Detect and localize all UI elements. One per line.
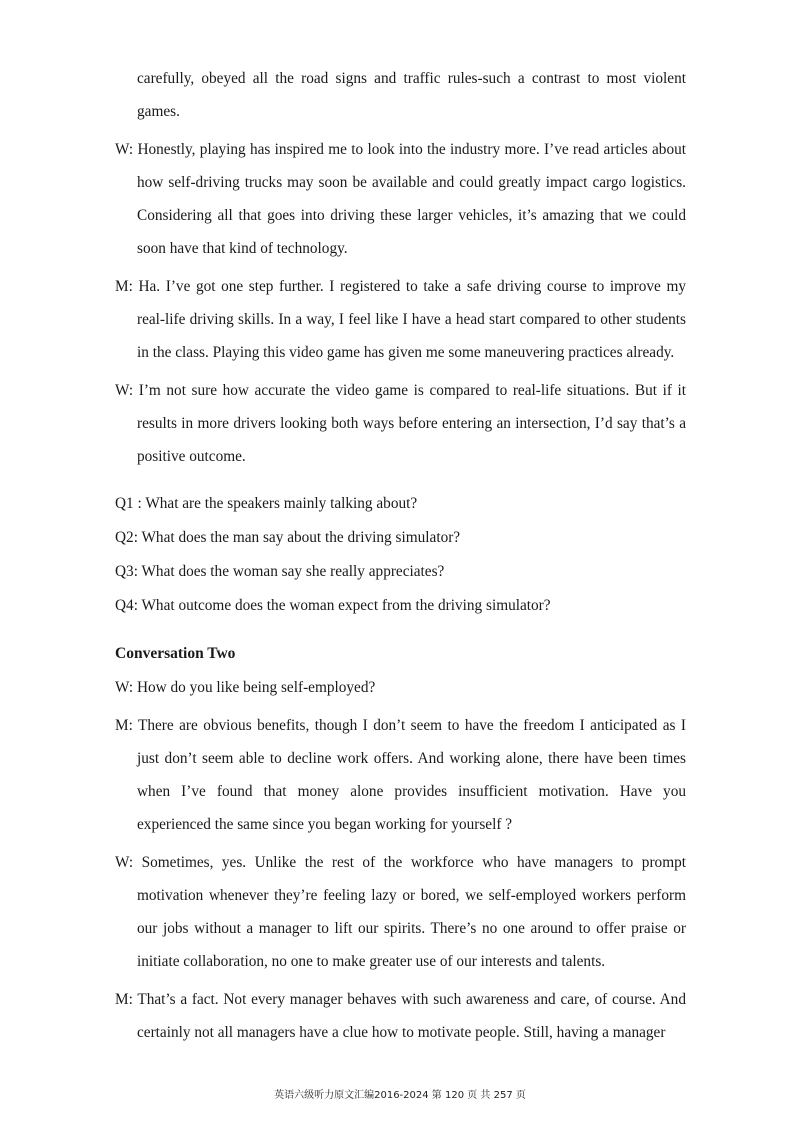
page-footer: 英语六级听力原文汇编2016-2024 第 120 页 共 257 页 bbox=[274, 1090, 526, 1101]
continuation-paragraph: carefully, obeyed all the road signs and traffic rules-such a contrast to most violent games. bbox=[137, 70, 686, 120]
dialogue-line-m3 bbox=[115, 983, 686, 1049]
question-1: Q1 : What are the speakers mainly talking about? bbox=[115, 495, 418, 512]
question-2: Q2: What does the man say about the driving simulator? bbox=[115, 529, 461, 546]
dialogue-text: How do you like being self-employed? bbox=[136, 679, 376, 696]
dialogue-text: Honestly, playing has inspired me to look into the industry more. I’ve read articles about how self-driving trucks may soon be available and could greatly impact cargo logistics. Considering all that goes into driving these larger vehicles, it’s amazing that we could soon have that kind of technology. bbox=[137, 141, 687, 257]
page-content bbox=[115, 62, 686, 1049]
dialogue-line-m2 bbox=[115, 709, 686, 841]
speaker-label: W: bbox=[115, 382, 134, 399]
dialogue-line-w2 bbox=[115, 374, 686, 473]
speaker-label: W: bbox=[115, 141, 134, 158]
dialogue-text: I’m not sure how accurate the video game is compared to real-life situations. But if it results in more drivers looking both ways before entering an intersection, I’d say that’s a positive outcome. bbox=[137, 382, 686, 465]
dialogue-text: Ha. I’ve got one step further. I registered to take a safe driving course to improve my real-life driving skills. In a way, I feel like I have a head start compared to other students in the class. Playing this video game has given me some maneuvering practices already. bbox=[137, 278, 686, 361]
speaker-label: M: bbox=[115, 278, 133, 295]
dialogue-line-m1 bbox=[115, 270, 686, 369]
speaker-label: W: bbox=[115, 679, 134, 696]
dialogue-line-w4 bbox=[115, 846, 686, 978]
section-heading: Conversation Two bbox=[115, 645, 236, 662]
dialogue-text: That’s a fact. Not every manager behaves with such awareness and care, of course. And certainly not all managers have a clue how to motivate people. Still, having a manager bbox=[137, 991, 686, 1041]
speaker-label: M: bbox=[115, 991, 133, 1008]
dialogue-line-w1 bbox=[115, 133, 686, 265]
question-3: Q3: What does the woman say she really appreciates? bbox=[115, 563, 445, 580]
speaker-label: M: bbox=[115, 717, 133, 734]
dialogue-text: There are obvious benefits, though I don’t seem to have the freedom I anticipated as I just don’t seem able to decline work offers. And working alone, there have been times when I’ve found that money alone provides insufficient motivation. Have you experienced the same since you began working for yourself ? bbox=[137, 717, 686, 833]
dialogue-line-w3 bbox=[115, 671, 686, 704]
speaker-label: W: bbox=[115, 854, 134, 871]
question-4: Q4: What outcome does the woman expect from the driving simulator? bbox=[115, 597, 551, 614]
dialogue-text: Sometimes, yes. Unlike the rest of the workforce who have managers to prompt motivation whenever they’re feeling lazy or bored, we self-employed workers perform our jobs without a manager to lift our spirits. There’s no one around to offer praise or initiate collaboration, no one to make greater use of our interests and talents. bbox=[137, 854, 686, 970]
